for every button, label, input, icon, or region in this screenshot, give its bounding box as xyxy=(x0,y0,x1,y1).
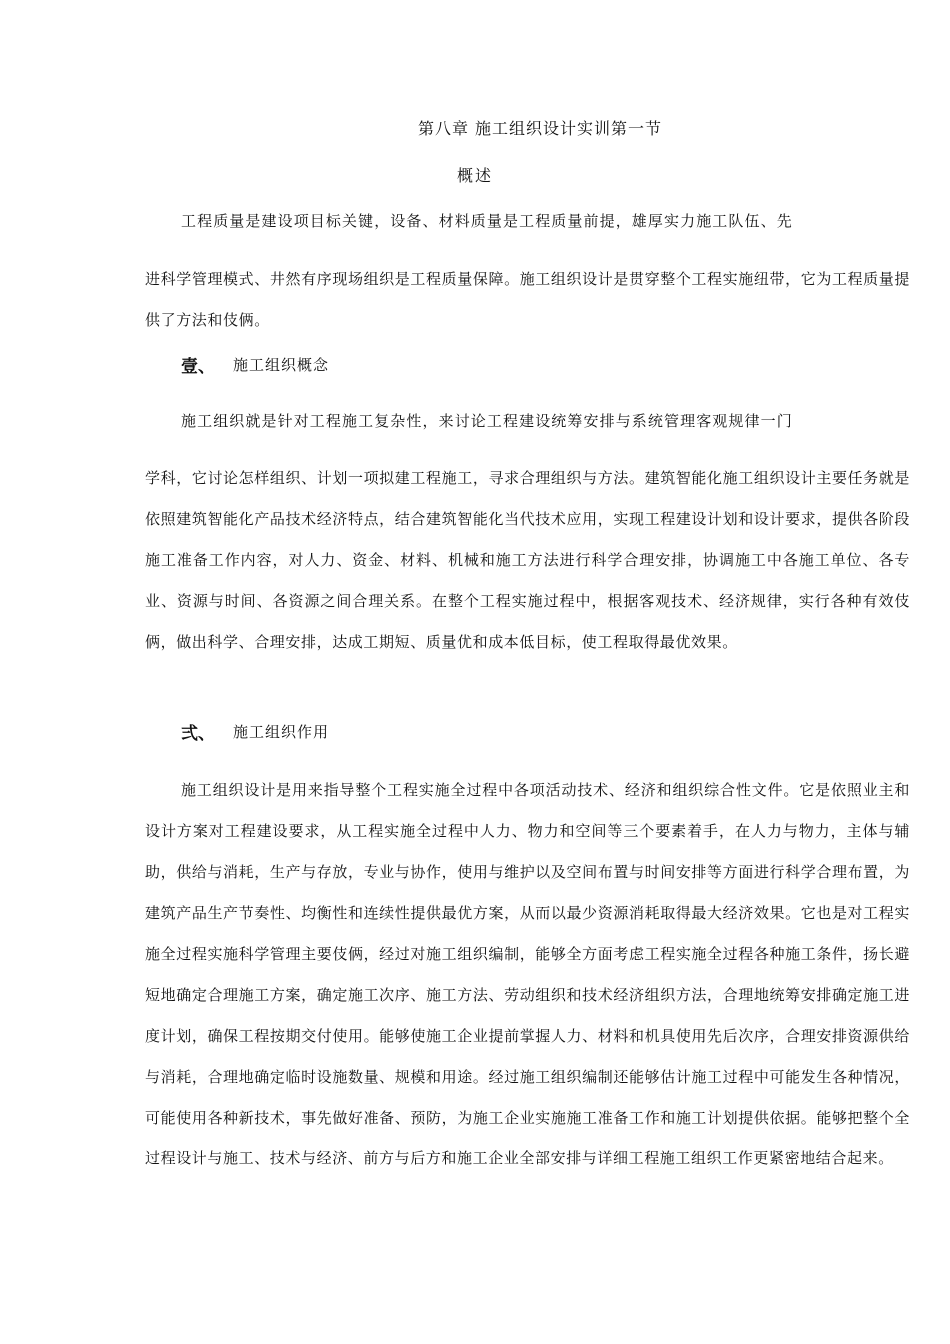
section-title: 概述 xyxy=(456,166,493,185)
heading-label: 施工组织概念 xyxy=(233,356,330,374)
concept-paragraph-continuation: 学科，它讨论怎样组织、计划一项拟建工程施工，寻求合理组织与方法。建筑智能化施工组织设计主要任务就是依照建筑智能化产品技术经济特点，结合建筑智能化当代技术应用，实现工程建设计划和设计要求，提供各阶段施工准备工作内容，对人力、资金、材料、机械和施工方法进行科学合理安排，协调施工中各施工单位、各专业、资源与时间、各资源之间合理关系。在整个工程实施过程中，根据客观技术、经济规律，实行各种有效伎俩，做出科学、合理安排，达成工期短、质量优和成本低目标，使工程取得最优效果。 xyxy=(145,469,910,651)
heading-construction-organization-concept xyxy=(181,352,329,377)
concept-paragraph-first-line: 施工组织就是针对工程施工复杂性，来讨论工程建设统筹安排与系统管理客观规律一门 xyxy=(181,412,793,430)
heading-number: 弍、 xyxy=(181,724,215,744)
intro-paragraph-first-line: 工程质量是建设项目标关键，设备、材料质量是工程质量前提，雄厚实力施工队伍、先 xyxy=(181,212,793,230)
intro-paragraph-continuation: 进科学管理模式、井然有序现场组织是工程质量保障。施工组织设计是贯穿整个工程实施纽带，它为工程质量提供了方法和伎俩。 xyxy=(145,270,910,329)
heading-construction-organization-role xyxy=(181,719,329,744)
chapter-title: 第八章 施工组织设计实训第一节 xyxy=(417,119,663,138)
role-paragraph: 施工组织设计是用来指导整个工程实施全过程中各项活动技术、经济和组织综合性文件。它是依照业主和设计方案对工程建设要求，从工程实施全过程中人力、物力和空间等三个要素着手，在人力与物力，主体与辅助，供给与消耗，生产与存放，专业与协作，使用与维护以及空间布置与时间安排等方面进行科学合理布置，为建筑产品生产节奏性、均衡性和连续性提供最优方案，从而以最少资源消耗取得最大经济效果。它也是对工程实施全过程实施科学管理主要伎俩，经过对施工组织编制，能够全方面考虑工程实施全过程各种施工条件，扬长避短地确定合理施工方案，确定施工次序、施工方法、劳动组织和技术经济组织方法，合理地统筹安排确定施工进度计划，确保工程按期交付使用。能够使施工企业提前掌握人力、材料和机具使用先后次序，合理安排资源供给与消耗，合理地确定临时设施数量、规模和用途。经过施工组织编制还能够估计施工过程中可能发生各种情况，可能使用各种新技术，事先做好准备、预防，为施工企业实施施工准备工作和施工计划提供依据。能够把整个全过程设计与施工、技术与经济、前方与后方和施工企业全部安排与详细工程施工组织工作更紧密地结合起来。 xyxy=(145,781,910,1168)
heading-number: 壹、 xyxy=(181,357,215,377)
heading-label: 施工组织作用 xyxy=(233,723,330,741)
